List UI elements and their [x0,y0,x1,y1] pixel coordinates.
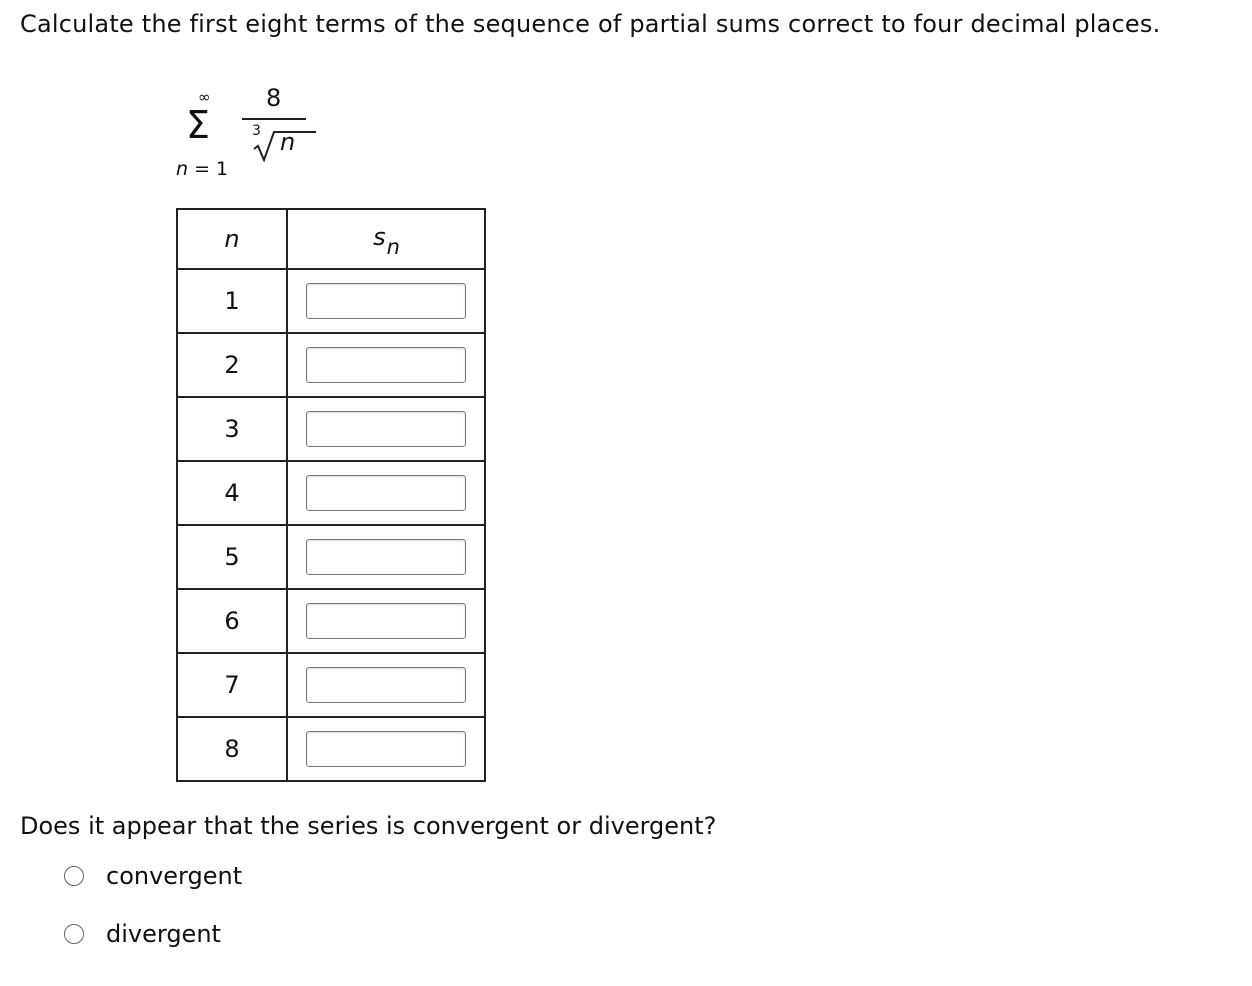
sigma-symbol: Σ [186,103,211,147]
radio-circle-icon[interactable] [64,866,84,886]
divergent-option[interactable] [64,920,221,948]
row-n-value: 4 [177,461,287,525]
partial-sum-input-4[interactable] [306,475,466,511]
partial-sum-input-5[interactable] [306,539,466,575]
fraction-denominator [242,122,312,162]
lower-limit [176,158,228,180]
header-sn: $s_n$ [287,209,485,269]
table-row [177,653,485,717]
radio-circle-icon[interactable] [64,924,84,944]
row-sn-cell [287,333,485,397]
row-n-value: 8 [177,717,287,781]
table-row [177,717,485,781]
divergent-label: divergent [106,920,221,948]
convergent-option[interactable] [64,862,242,890]
radicand: n [280,128,296,156]
table-row [177,269,485,333]
table-row [177,589,485,653]
partial-sum-input-2[interactable] [306,347,466,383]
convergent-label: convergent [106,862,243,890]
row-sn-cell [287,589,485,653]
row-sn-cell [287,269,485,333]
row-sn-cell [287,397,485,461]
row-n-value: 1 [177,269,287,333]
table-row [177,525,485,589]
convergence-question: Does it appear that the series is convergent or divergent? [20,812,717,840]
root-index: 3 [252,123,261,139]
row-sn-cell [287,717,485,781]
lower-limit-eq: = [188,158,217,180]
row-sn-cell [287,461,485,525]
partial-sums-table [176,208,486,782]
table-header-row [177,209,485,269]
table-row [177,333,485,397]
row-sn-cell [287,653,485,717]
lower-limit-var: n [176,158,189,180]
row-n-value: 6 [177,589,287,653]
partial-sum-input-3[interactable] [306,411,466,447]
partial-sum-input-1[interactable] [306,283,466,319]
fraction-numerator: 8 [266,84,282,112]
row-n-value: 7 [177,653,287,717]
row-sn-cell [287,525,485,589]
table-row [177,461,485,525]
row-n-value: 3 [177,397,287,461]
row-n-value: 2 [177,333,287,397]
partial-sum-input-7[interactable] [306,667,466,703]
partial-sum-input-8[interactable] [306,731,466,767]
lower-limit-val: 1 [216,158,229,180]
table-row [177,397,485,461]
header-n: n [177,209,287,269]
series-formula [172,84,322,184]
row-n-value: 5 [177,525,287,589]
upper-limit: ∞ [198,88,211,106]
problem-prompt: Calculate the first eight terms of the sequence of partial sums correct to four decimal places. [20,10,1161,38]
fraction-bar [242,118,306,120]
partial-sum-input-6[interactable] [306,603,466,639]
